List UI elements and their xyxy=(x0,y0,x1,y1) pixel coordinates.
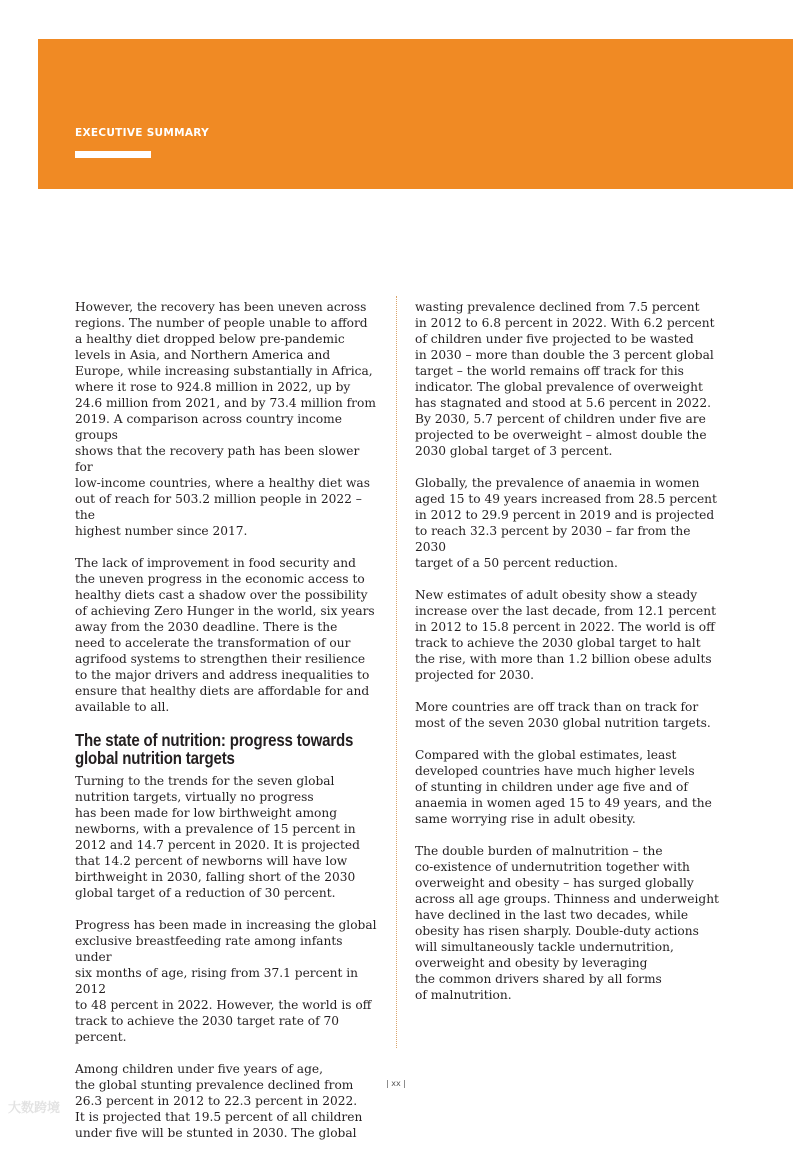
paragraph: The double burden of malnutrition – the co-existence of undernutrition together with overweight and obesity – has surged globally across all age groups. Thinness and underweight have declined in the last two decades, while obesity has risen sharply. Double-duty actions will simultaneously tackle undernutrition, overweight and obesity by leveraging the common drivers shared by all forms of malnutrition. xyxy=(415,844,719,1002)
section-label: EXECUTIVE SUMMARY xyxy=(75,127,210,139)
paragraph: Among children under five years of age, the global stunting prevalence declined from 26.3 percent in 2012 to 22.3 percent in 2022. It is projected that 19.5 percent of all children under five will be stunted in 2030. The global xyxy=(75,1062,363,1140)
paragraph: The lack of improvement in food security and the uneven progress in the economic access to healthy diets cast a shadow over the possibility of achieving Zero Hunger in the world, six years away from the 2030 deadline. There is the need to accelerate the transformation of our agrifood systems to strengthen their resilience to the major drivers and address inequalities to ensure that healthy diets are affordable for and available to all. xyxy=(75,556,375,714)
watermark: 大数跨境 xyxy=(8,1101,61,1116)
header-banner xyxy=(38,39,793,189)
section-underline xyxy=(75,151,151,158)
paragraph: New estimates of adult obesity show a steady increase over the last decade, from 12.1 percent in 2012 to 15.8 percent in 2022. The world is off track to achieve the 2030 global target to halt the rise, with more than 1.2 billion obese adults projected for 2030. xyxy=(415,588,716,682)
paragraph: More countries are off track than on track for most of the seven 2030 global nutrition targets. xyxy=(415,700,711,730)
right-column xyxy=(415,299,720,1019)
paragraph: wasting prevalence declined from 7.5 percent in 2012 to 6.8 percent in 2022. With 6.2 percent of children under five projected to be wasted in 2030 – more than double the 3 percent global target – the world remains off track for this indicator. The global prevalence of overweight has stagnated and stood at 5.6 percent in 2022. By 2030, 5.7 percent of children under five are projected to be overweight – almost double the 2030 global target of 3 percent. xyxy=(415,300,715,458)
section-heading: The state of nutrition: progress towards global nutrition targets xyxy=(75,730,354,768)
paragraph: Turning to the trends for the seven global nutrition targets, virtually no progress has been made for low birthweight among newborns, with a prevalence of 15 percent in 2012 and 14.7 percent in 2020. It is projected that 14.2 percent of newborns will have low birthweight in 2030, falling short of the 2030 global target of a reduction of 30 percent. xyxy=(75,774,360,900)
paragraph: Compared with the global estimates, least developed countries have much higher levels of stunting in children under age five and of anaemia in women aged 15 to 49 years, and the same worrying rise in adult obesity. xyxy=(415,748,712,826)
paragraph: Globally, the prevalence of anaemia in women aged 15 to 49 years increased from 28.5 percent in 2012 to 29.9 percent in 2019 and is projected to reach 32.3 percent by 2030 – far from the 2030 target of a 50 percent reduction. xyxy=(415,476,717,570)
column-divider xyxy=(396,296,397,1048)
left-column xyxy=(75,299,380,1157)
paragraph: However, the recovery has been uneven across regions. The number of people unable to afford a healthy diet dropped below pre-pandemic levels in Asia, and Northern America and Europe, while increasing substantially in Africa, where it rose to 924.8 million in 2022, up by 24.6 million from 2021, and by 73.4 million from 2019. A comparison across country income groups shows that the recovery path has been slower for low-income countries, where a healthy diet was out of reach for 503.2 million people in 2022 – the highest number since 2017. xyxy=(75,300,376,538)
page-number: | xx | xyxy=(386,1079,406,1088)
paragraph: Progress has been made in increasing the global exclusive breastfeeding rate among infants under six months of age, rising from 37.1 percent in 2012 to 48 percent in 2022. However, the world is off track to achieve the 2030 target rate of 70 percent. xyxy=(75,918,377,1044)
